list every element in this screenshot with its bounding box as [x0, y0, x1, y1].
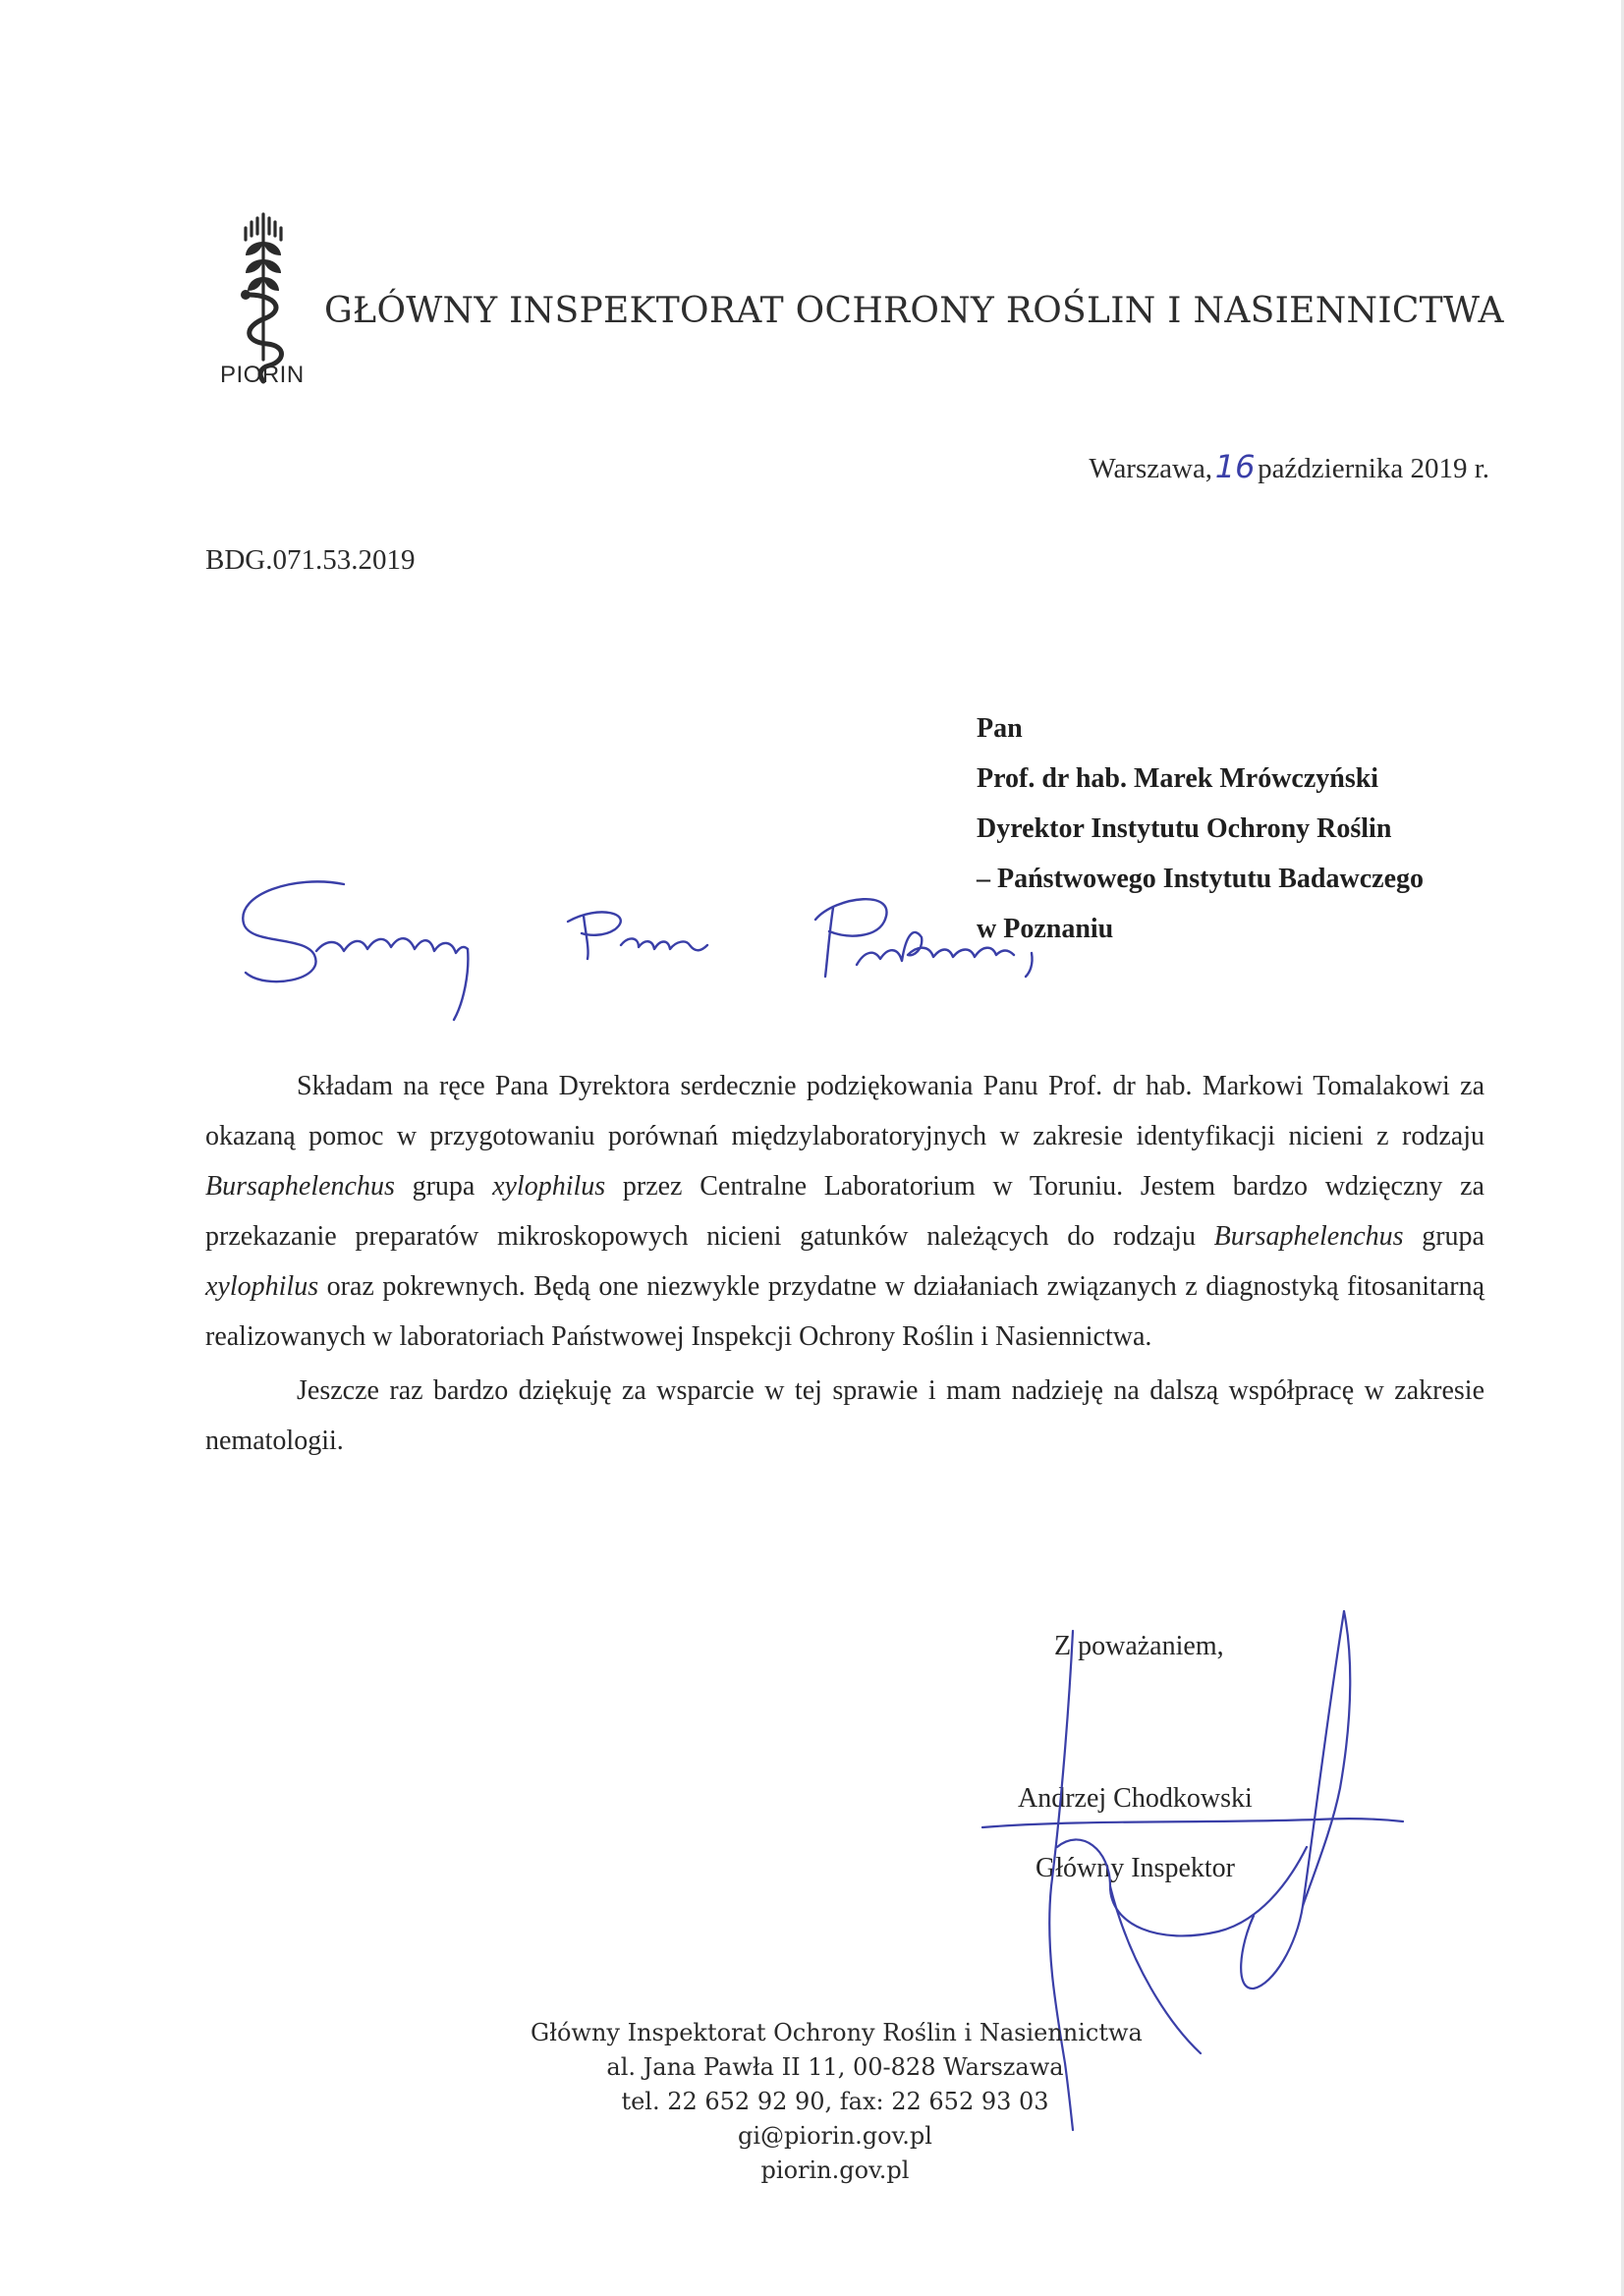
footer-line: tel. 22 652 92 90, fax: 22 652 93 03: [621, 2088, 1049, 2115]
reference-number: BDG.071.53.2019: [205, 544, 416, 576]
logo-label: PIORIN: [220, 362, 305, 388]
footer-line: al. Jana Pawła II 11, 00-828 Warszawa: [606, 2053, 1064, 2081]
addressee-line: Pan: [977, 713, 1023, 744]
footer-website: piorin.gov.pl: [760, 2156, 910, 2184]
addressee-line: w Poznaniu: [977, 914, 1114, 944]
closing-greeting: Z poważaniem,: [1054, 1631, 1224, 1661]
footer-line: Główny Inspektorat Ochrony Roślin i Nasiennictwa: [531, 2019, 1143, 2046]
addressee-line: Dyrektor Instytutu Ochrony Roślin: [977, 813, 1392, 844]
signer-name: Andrzej Chodkowski: [1018, 1783, 1253, 1814]
date-city: Warszawa,: [1089, 453, 1213, 484]
letter-body: [205, 1061, 1484, 1466]
addressee-line: Prof. dr hab. Marek Mrówczyński: [977, 763, 1379, 794]
date-month-year: października 2019 r.: [1258, 453, 1489, 484]
body-paragraph-2: Jeszcze raz bardzo dziękuję za wsparcie w tej sprawie i mam nadzieję na dalszą współpracę w zakresie nematologii.: [205, 1375, 1484, 1456]
body-paragraph-1: Składam na ręce Pana Dyrektora serdecznie podziękowania Panu Prof. dr hab. Markowi Tomalakowi za okazaną pomoc w przygotowaniu porównań międzylaboratoryjnych w zakresie identyfikacji nicieni z rodzaju Bursaphelenchus grupa xylophilus przez Centralne Laboratorium w Toruniu. Jestem bardzo wdzięczny za przekazanie preparatów mikroskopowych nicieni gatunków należących do rodzaju Bursaphelenchus grupa xylophilus oraz pokrewnych. Będą one niezwykle przydatne w działaniach związanych z diagnostyką fitosanitarną realizowanych w laboratoriach Państwowej Inspekcji Ochrony Roślin i Nasiennictwa.: [205, 1071, 1484, 1352]
date-line: [1089, 448, 1489, 485]
species-name: xylophilus: [205, 1271, 319, 1302]
genus-name: Bursaphelenchus: [1213, 1221, 1404, 1252]
date-day-handwritten: 16: [1214, 448, 1256, 485]
handwritten-salutation: [236, 874, 1159, 1022]
signer-role: Główny Inspektor: [1036, 1853, 1235, 1883]
species-name: xylophilus: [492, 1171, 606, 1202]
genus-name: Bursaphelenchus: [205, 1171, 395, 1202]
institution-title: GŁÓWNY INSPEKTORAT OCHRONY ROŚLIN I NASIENNICTWA: [324, 291, 1504, 331]
footer-email: gi@piorin.gov.pl: [738, 2122, 932, 2150]
addressee-line: – Państwowego Instytutu Badawczego: [977, 864, 1424, 894]
footer-contact: [531, 2016, 1143, 2188]
